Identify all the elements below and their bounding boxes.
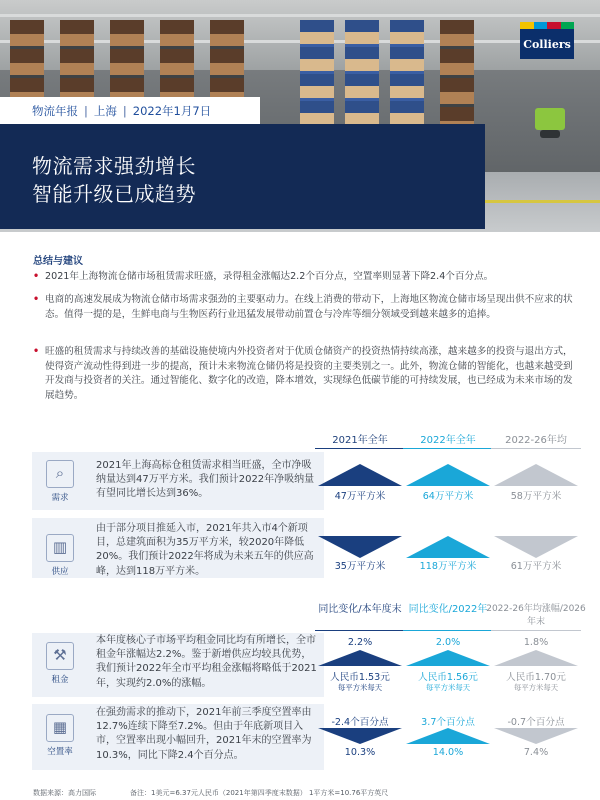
floor-stripe bbox=[480, 200, 600, 203]
summary-heading: 总结与建议 bbox=[33, 256, 83, 267]
divider: | bbox=[84, 103, 88, 118]
title-panel bbox=[0, 124, 485, 229]
trend-down-marker bbox=[494, 536, 578, 558]
header-rule bbox=[491, 448, 581, 449]
header-rule bbox=[491, 630, 581, 631]
page-title-line-1: 物流需求强劲增长 bbox=[32, 154, 196, 178]
bullet-text: 旺盛的租赁需求与持续改善的基础设施使境内外投资者对于优质仓储资产的投资热情持续高涨，越来越多的投资与退出方式，使得资产流动性得到进一步的提高，预计未来物流仓储仍将是投资的主要类别之一。此外，物流仓储的智能化，也越来越受到开发商与投资者的关注。通过智能化、数字化的改造，降本增效，实现绿色低碳节能的可持续发展，也已经成为未来市场的发展趋势。 bbox=[45, 346, 573, 401]
building-crane-icon: ▥ bbox=[46, 534, 74, 562]
vacancy-rate-2022: 14.0% bbox=[432, 747, 464, 758]
rent-unit: 每平方米每天 bbox=[513, 683, 559, 692]
bullet-text: 2021年上海物流仓储市场租赁需求旺盛，录得租金涨幅达2.2个百分点，空置率则显著下降2.4个百分点。 bbox=[45, 271, 494, 282]
bullet-dot: • bbox=[33, 271, 40, 282]
vacancy-change-avg: -0.7个百分点 bbox=[507, 717, 565, 728]
vacancy-change-2021: -2.4个百分点 bbox=[331, 717, 389, 728]
supply-value-2022: 118万平方米 bbox=[419, 561, 477, 572]
trend-up-marker bbox=[406, 728, 490, 744]
trend-up-marker bbox=[406, 536, 490, 558]
trend-down-marker bbox=[318, 536, 402, 558]
hero-banner bbox=[0, 0, 600, 232]
divider: | bbox=[122, 103, 127, 118]
forklift-icon bbox=[535, 108, 565, 130]
header-rule bbox=[403, 630, 493, 631]
demand-icon-block bbox=[38, 460, 82, 503]
demand-description: 2021年上海高标仓租赁需求相当旺盛，全市净吸纳量达到47万平方米。我们预计2022年净吸纳量有望同比增长达到36%。 bbox=[96, 460, 315, 500]
trend-up-marker bbox=[318, 464, 402, 486]
vacant-room-icon: ▦ bbox=[46, 714, 74, 742]
brand-stripes bbox=[520, 22, 574, 29]
forklift-base bbox=[540, 130, 560, 138]
report-meta bbox=[0, 97, 260, 124]
column-header: 2021年全年 bbox=[332, 435, 388, 446]
row-label: 租金 bbox=[51, 675, 69, 685]
rent-pct-2021: 2.2% bbox=[347, 637, 373, 648]
rent-unit: 每平方米每天 bbox=[337, 683, 383, 692]
report-city: 上海 bbox=[93, 103, 117, 118]
rent-unit: 每平方米每天 bbox=[425, 683, 471, 692]
trend-up-marker bbox=[406, 464, 490, 486]
supply-icon-block bbox=[38, 534, 82, 577]
vacancy-rate-2021: 10.3% bbox=[344, 747, 376, 758]
trend-up-marker bbox=[494, 650, 578, 666]
vacancy-rate-2026: 7.4% bbox=[523, 747, 549, 758]
footer-source: 数据来源：高力国际 bbox=[33, 789, 96, 797]
wrench-icon: ⚒ bbox=[46, 642, 74, 670]
supply-value-2021: 35万平方米 bbox=[334, 561, 386, 572]
header-rule bbox=[403, 448, 493, 449]
header-rule bbox=[315, 630, 405, 631]
vacancy-change-2022: 3.7个百分点 bbox=[421, 717, 475, 728]
building-search-icon: ⌕ bbox=[46, 460, 74, 488]
page-title-line-2: 智能升级已成趋势 bbox=[32, 182, 196, 206]
trend-up-marker bbox=[406, 650, 490, 666]
column-header: 2022年全年 bbox=[420, 435, 476, 446]
rent-pct-avg: 1.8% bbox=[523, 637, 549, 648]
rent-amount-2021: 人民币1.53元 bbox=[330, 672, 390, 683]
colliers-logo: Colliers bbox=[520, 29, 574, 59]
bullet-dot: • bbox=[33, 294, 40, 305]
rent-pct-2022: 2.0% bbox=[435, 637, 461, 648]
trend-up-marker bbox=[494, 464, 578, 486]
demand-value-2021: 47万平方米 bbox=[334, 491, 386, 502]
column-header: 2022-26年均涨幅/2026年末 bbox=[486, 604, 586, 627]
ceiling-beam bbox=[0, 14, 600, 17]
supply-value-avg: 61万平方米 bbox=[510, 561, 562, 572]
rent-description: 本年度核心子市场平均租金同比均有所增长，全市租金年涨幅达2.2%。鉴于新增供应均较具优势，我们预计2022年全市平均租金涨幅将略低于2021年，实现约2.0%的涨幅。 bbox=[96, 635, 317, 689]
bullet-dot: • bbox=[33, 346, 40, 357]
summary-bullet bbox=[33, 270, 578, 285]
demand-value-2022: 64万平方米 bbox=[422, 491, 474, 502]
trend-down-marker bbox=[318, 728, 402, 744]
footer-note: 备注：1美元=6.37元人民币（2021年第四季度末数据） 1平方米=10.76平方英尺 bbox=[130, 789, 389, 797]
column-header: 同比变化/本年度末 bbox=[318, 604, 402, 615]
header-rule bbox=[315, 448, 405, 449]
trend-up-marker bbox=[318, 650, 402, 666]
row-label: 供应 bbox=[51, 567, 69, 577]
column-header: 同比变化/2022年 bbox=[408, 604, 488, 615]
vacancy-description: 在强劲需求的推动下，2021年前三季度空置率由12.7%连续下降至7.2%。但由于年底新项目入市，空置率出现小幅回升，2021年末的空置率为10.3%，同比下降2.4个百分点。 bbox=[96, 707, 312, 761]
row-label: 需求 bbox=[51, 493, 69, 503]
trend-down-marker bbox=[494, 728, 578, 744]
bullet-text: 电商的高速发展成为物流仓储市场需求强劲的主要驱动力。在线上消费的带动下，上海地区物流仓储市场呈现出供不应求的状态。值得一提的是，生鲜电商与生物医药行业迅猛发展带动前置仓与冷库等细分领域受到越来越多的追捧。 bbox=[45, 294, 573, 320]
column-header: 2022-26年均 bbox=[505, 435, 567, 446]
vacancy-icon-block bbox=[38, 714, 82, 757]
report-date: 2022年1月7日 bbox=[132, 103, 212, 118]
report-category: 物流年报 bbox=[32, 103, 78, 118]
rent-amount-2026: 人民币1.70元 bbox=[506, 672, 566, 683]
rent-icon-block bbox=[38, 642, 82, 685]
supply-description: 由于部分项目推延入市，2021年共入市4个新项目，总建筑面积为35万平方米，较2020年降低20%。我们预计2022年将成为未来五年的供应高峰，达到118万平方米。 bbox=[96, 523, 314, 577]
demand-value-avg: 58万平方米 bbox=[510, 491, 562, 502]
summary-bullet bbox=[33, 345, 578, 403]
rent-amount-2022: 人民币1.56元 bbox=[418, 672, 478, 683]
summary-bullet bbox=[33, 293, 578, 322]
row-label: 空置率 bbox=[47, 747, 73, 757]
